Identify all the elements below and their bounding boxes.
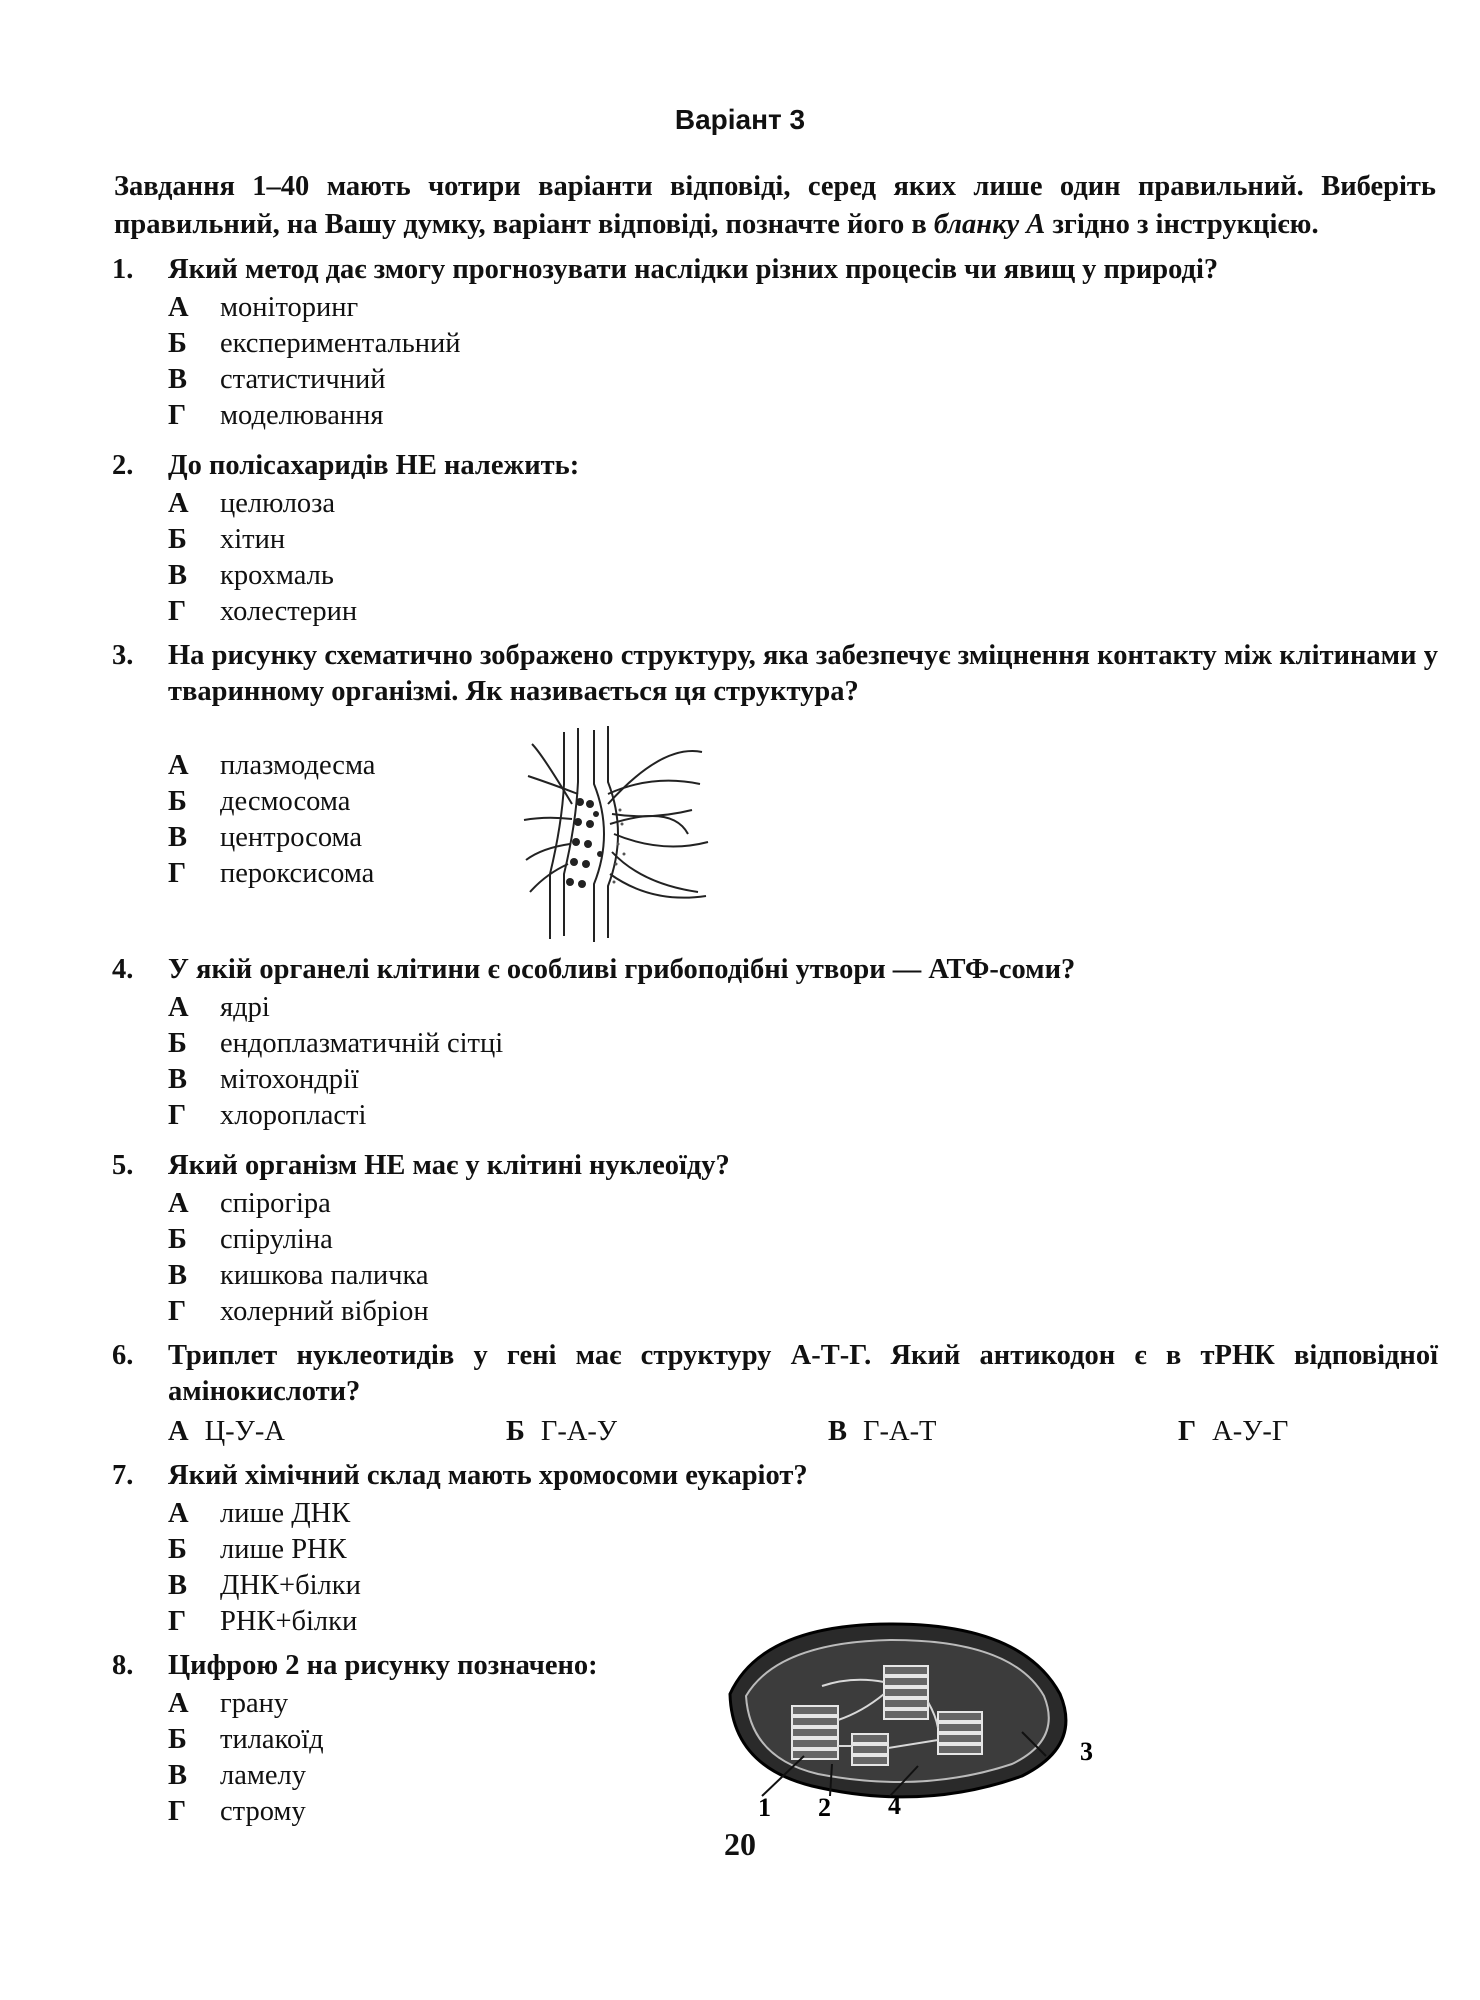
question-number: 6.: [112, 1340, 134, 1371]
figure-label-1: 1: [758, 1793, 771, 1822]
option-d: [168, 398, 1438, 434]
question-text: Який хімічний склад мають хромосоми еукаріот?: [168, 1460, 808, 1491]
option-letter: Г: [168, 858, 187, 889]
option-a: [168, 486, 1438, 522]
option-text: кишкова паличка: [220, 1260, 429, 1291]
option-letter: А: [168, 992, 189, 1023]
option-text: РНК+білки: [220, 1606, 358, 1637]
option-letter: А: [168, 1188, 189, 1219]
question-number: 2.: [112, 450, 134, 481]
question-number: 5.: [112, 1150, 134, 1181]
option-text: моделювання: [220, 400, 384, 431]
variant-title: Варіант 3: [674, 104, 806, 135]
option-b: [168, 1222, 1438, 1258]
option-text: холерний вібріон: [220, 1296, 429, 1327]
option-c: [168, 558, 1438, 594]
question-text: Цифрою 2 на рисунку позначено:: [168, 1650, 598, 1681]
option-letter: Б: [168, 786, 187, 817]
option-letter: Г: [168, 596, 187, 627]
option-letter: В: [168, 560, 188, 591]
option-b: [168, 326, 1438, 362]
figure-label-3: 3: [1080, 1737, 1093, 1766]
options-list: [168, 290, 1438, 434]
option-letter: Г: [168, 1606, 187, 1637]
option-letter: А: [168, 750, 189, 781]
option-letter: А: [168, 292, 189, 323]
option-text: ламелу: [220, 1760, 307, 1791]
option-c: [828, 1414, 936, 1450]
page-number: 20: [724, 1826, 756, 1862]
option-b: [168, 1026, 1438, 1062]
option-text: хітин: [220, 524, 286, 555]
option-a: [168, 1186, 1438, 1222]
question-text: Який організм НЕ має у клітині нуклеоїду?: [168, 1150, 730, 1181]
option-letter: В: [168, 1260, 188, 1291]
option-text: хлоропласті: [220, 1100, 367, 1131]
option-text: пероксисома: [220, 858, 375, 889]
question-3: [112, 638, 1438, 892]
question-7: [112, 1458, 1438, 1640]
option-c: [168, 1258, 1438, 1294]
option-b: [168, 784, 1438, 820]
option-text: лише ДНК: [220, 1498, 351, 1529]
option-letter: Г: [168, 1100, 187, 1131]
option-text: лише РНК: [220, 1534, 347, 1565]
question-text: Який метод дає змогу прогнозувати наслідки різних процесів чи явищ у природі?: [168, 254, 1219, 285]
option-text: експериментальний: [220, 328, 461, 359]
option-letter: В: [828, 1416, 848, 1447]
question-5: [112, 1148, 1438, 1330]
option-a: [168, 990, 1438, 1026]
option-text: целюлоза: [220, 488, 336, 519]
question-text: До полісахаридів НЕ належить:: [168, 450, 580, 481]
option-letter: А: [168, 1688, 189, 1719]
option-letter: Г: [168, 1796, 187, 1827]
figure-label-2: 2: [818, 1793, 831, 1822]
option-letter: В: [168, 822, 188, 853]
option-a: [168, 1496, 1438, 1532]
option-text: ендоплазматичній сітці: [220, 1028, 504, 1059]
figure-label-4: 4: [888, 1791, 901, 1820]
instructions-text-end: згідно з інструкцією.: [1045, 209, 1319, 240]
option-text: плазмодесма: [220, 750, 376, 781]
options-list: [168, 748, 1438, 892]
option-letter: В: [168, 1760, 188, 1791]
option-d: [168, 1098, 1438, 1134]
option-c: [168, 362, 1438, 398]
option-b: [168, 522, 1438, 558]
option-b: [506, 1414, 617, 1450]
option-text: ядрі: [220, 992, 270, 1023]
option-text: Ц-У-А: [204, 1416, 285, 1447]
option-text: А-У-Г: [1212, 1416, 1289, 1447]
option-letter: В: [168, 1064, 188, 1095]
option-letter: В: [168, 1570, 188, 1601]
option-letter: Б: [168, 328, 187, 359]
option-text: холестерин: [220, 596, 358, 627]
question-number: 4.: [112, 954, 134, 985]
question-4: [112, 952, 1438, 1134]
option-d: [168, 856, 1438, 892]
option-text: Г-А-У: [540, 1416, 618, 1447]
option-c: [168, 820, 1438, 856]
option-letter: Г: [168, 1296, 187, 1327]
option-a: [168, 290, 1438, 326]
option-text: грану: [220, 1688, 289, 1719]
option-text: десмосома: [220, 786, 351, 817]
question-number: 7.: [112, 1460, 134, 1491]
option-letter: Б: [506, 1416, 525, 1447]
option-letter: В: [168, 364, 188, 395]
option-a: [168, 748, 1438, 784]
chloroplast-figure: [722, 1616, 1122, 1826]
question-text: У якій органелі клітини є особливі грибоподібні утвори — АТФ-соми?: [168, 954, 1076, 985]
options-list: [168, 1186, 1438, 1330]
option-text: статистичний: [220, 364, 386, 395]
option-text: моніторинг: [220, 292, 359, 323]
option-d: [1178, 1414, 1288, 1450]
question-6: [112, 1338, 1438, 1450]
option-letter: Г: [1178, 1416, 1197, 1447]
option-text: спіруліна: [220, 1224, 333, 1255]
option-text: мітохондрії: [220, 1064, 359, 1095]
question-2: [112, 448, 1438, 630]
question-1: [112, 252, 1438, 434]
question-text: На рисунку схематично зображено структуру, яка забезпечує зміцнення контакту між клітинами у тваринному організмі. Як називається ця структура?: [168, 640, 1438, 707]
question-text: Триплет нуклеотидів у гені має структуру А-Т-Г. Який антикодон є в тРНК відповідної амінокислоти?: [168, 1340, 1438, 1407]
question-number: 1.: [112, 254, 134, 285]
option-a: [168, 1414, 285, 1450]
options-list: [168, 990, 1438, 1134]
instructions-text: Завдання 1–40 мають чотири варіанти відповіді, серед яких лише один правильний. Виберіть правильний, на Вашу думку, варіант відповіді, позначте його в: [114, 171, 1436, 240]
option-letter: Б: [168, 1028, 187, 1059]
option-letter: Б: [168, 1534, 187, 1565]
option-text: ДНК+білки: [220, 1570, 361, 1601]
options-inline: [168, 1414, 1438, 1450]
option-text: тилакоїд: [220, 1724, 324, 1755]
option-text: спірогіра: [220, 1188, 331, 1219]
option-text: центросома: [220, 822, 363, 853]
option-b: [168, 1532, 1438, 1568]
option-c: [168, 1568, 1438, 1604]
option-letter: Б: [168, 1224, 187, 1255]
option-letter: Б: [168, 524, 187, 555]
instructions-italic: бланку А: [933, 209, 1046, 240]
desmosome-figure: [522, 724, 712, 944]
options-list: [168, 486, 1438, 630]
option-letter: Б: [168, 1724, 187, 1755]
instructions: [114, 168, 1436, 244]
question-number: 8.: [112, 1650, 134, 1681]
option-letter: А: [168, 1416, 189, 1447]
option-letter: А: [168, 488, 189, 519]
question-number: 3.: [112, 640, 134, 671]
option-text: крохмаль: [220, 560, 334, 591]
option-d: [168, 594, 1438, 630]
option-letter: А: [168, 1498, 189, 1529]
option-text: Г-А-Т: [863, 1416, 937, 1447]
option-text: строму: [220, 1796, 306, 1827]
option-d: [168, 1294, 1438, 1330]
option-c: [168, 1062, 1438, 1098]
option-letter: Г: [168, 400, 187, 431]
